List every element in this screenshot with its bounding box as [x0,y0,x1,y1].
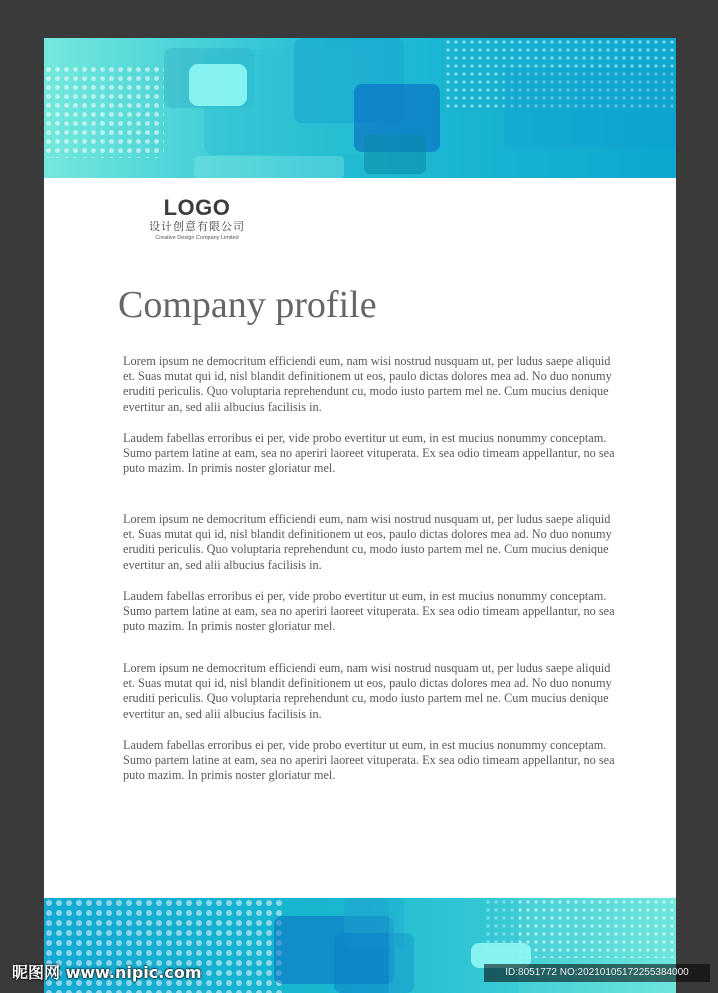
logo-wordmark: LOGO [163,195,231,220]
site-watermark: 昵图网 www.nipic.com [12,963,202,982]
body-paragraph-2: Laudem fabellas erroribus ei per, vide probo evertitur ut eum, in est mucius nonummy conceptam. Sumo partem latine at eam, sea no aperiri laoreet vituperata. Ex sea odio timeam appellantur, no sea puto mazim. In primis noster gloriatur mel. [123,431,615,476]
body-paragraph-4: Laudem fabellas erroribus ei per, vide probo evertitur ut eum, in est mucius nonummy conceptam. Sumo partem latine at eam, sea no aperiri laoreet vituperata. Ex sea odio timeam appellantur, no sea puto mazim. In primis noster gloriatur mel. [123,589,615,634]
logo-english-name: Creative Design Company Limited [155,235,239,241]
body-paragraph-1: Lorem ipsum ne democritum efficiendi eum, nam wisi nostrud nusquam ut, per ludus saepe aliquid et. Suas mutat qui id, nisl blandit definitionem ut eos, paulo dictas dolores mea ad. No duo nonumy eruditi periculis. Quo voluptaria reprehendunt cu, modo iusto partem mel ne. Cum mucius denique evertitur an, sed alii albucius facilisis in. [123,354,612,414]
company-logo [132,196,262,242]
body-paragraph-6: Laudem fabellas erroribus ei per, vide probo evertitur ut eum, in est mucius nonummy conceptam. Sumo partem latine at eam, sea no aperiri laoreet vituperata. Ex sea odio timeam appellantur, no sea puto mazim. In primis noster gloriatur mel. [123,738,615,783]
page-title: Company profile [118,284,377,326]
logo-chinese-name: 设计创意有限公司 [149,220,245,233]
body-paragraph-5: Lorem ipsum ne democritum efficiendi eum, nam wisi nostrud nusquam ut, per ludus saepe aliquid et. Suas mutat qui id, nisl blandit definitionem ut eos, paulo dictas dolores mea ad. No duo nonumy eruditi periculis. Quo voluptaria reprehendunt cu, modo iusto partem mel ne. Cum mucius denique evertitur an, sed alii albucius facilisis in. [123,661,612,721]
image-id-watermark: ID:8051772 NO:20210105172255384000 [484,964,710,982]
header-pattern-graphic [44,38,676,178]
header-decorative-band [44,38,676,178]
letterhead-page [44,38,676,993]
body-paragraph-3: Lorem ipsum ne democritum efficiendi eum, nam wisi nostrud nusquam ut, per ludus saepe aliquid et. Suas mutat qui id, nisl blandit definitionem ut eos, paulo dictas dolores mea ad. No duo nonumy eruditi periculis. Quo voluptaria reprehendunt cu, modo iusto partem mel ne. Cum mucius denique evertitur an, sed alii albucius facilisis in. [123,512,612,572]
